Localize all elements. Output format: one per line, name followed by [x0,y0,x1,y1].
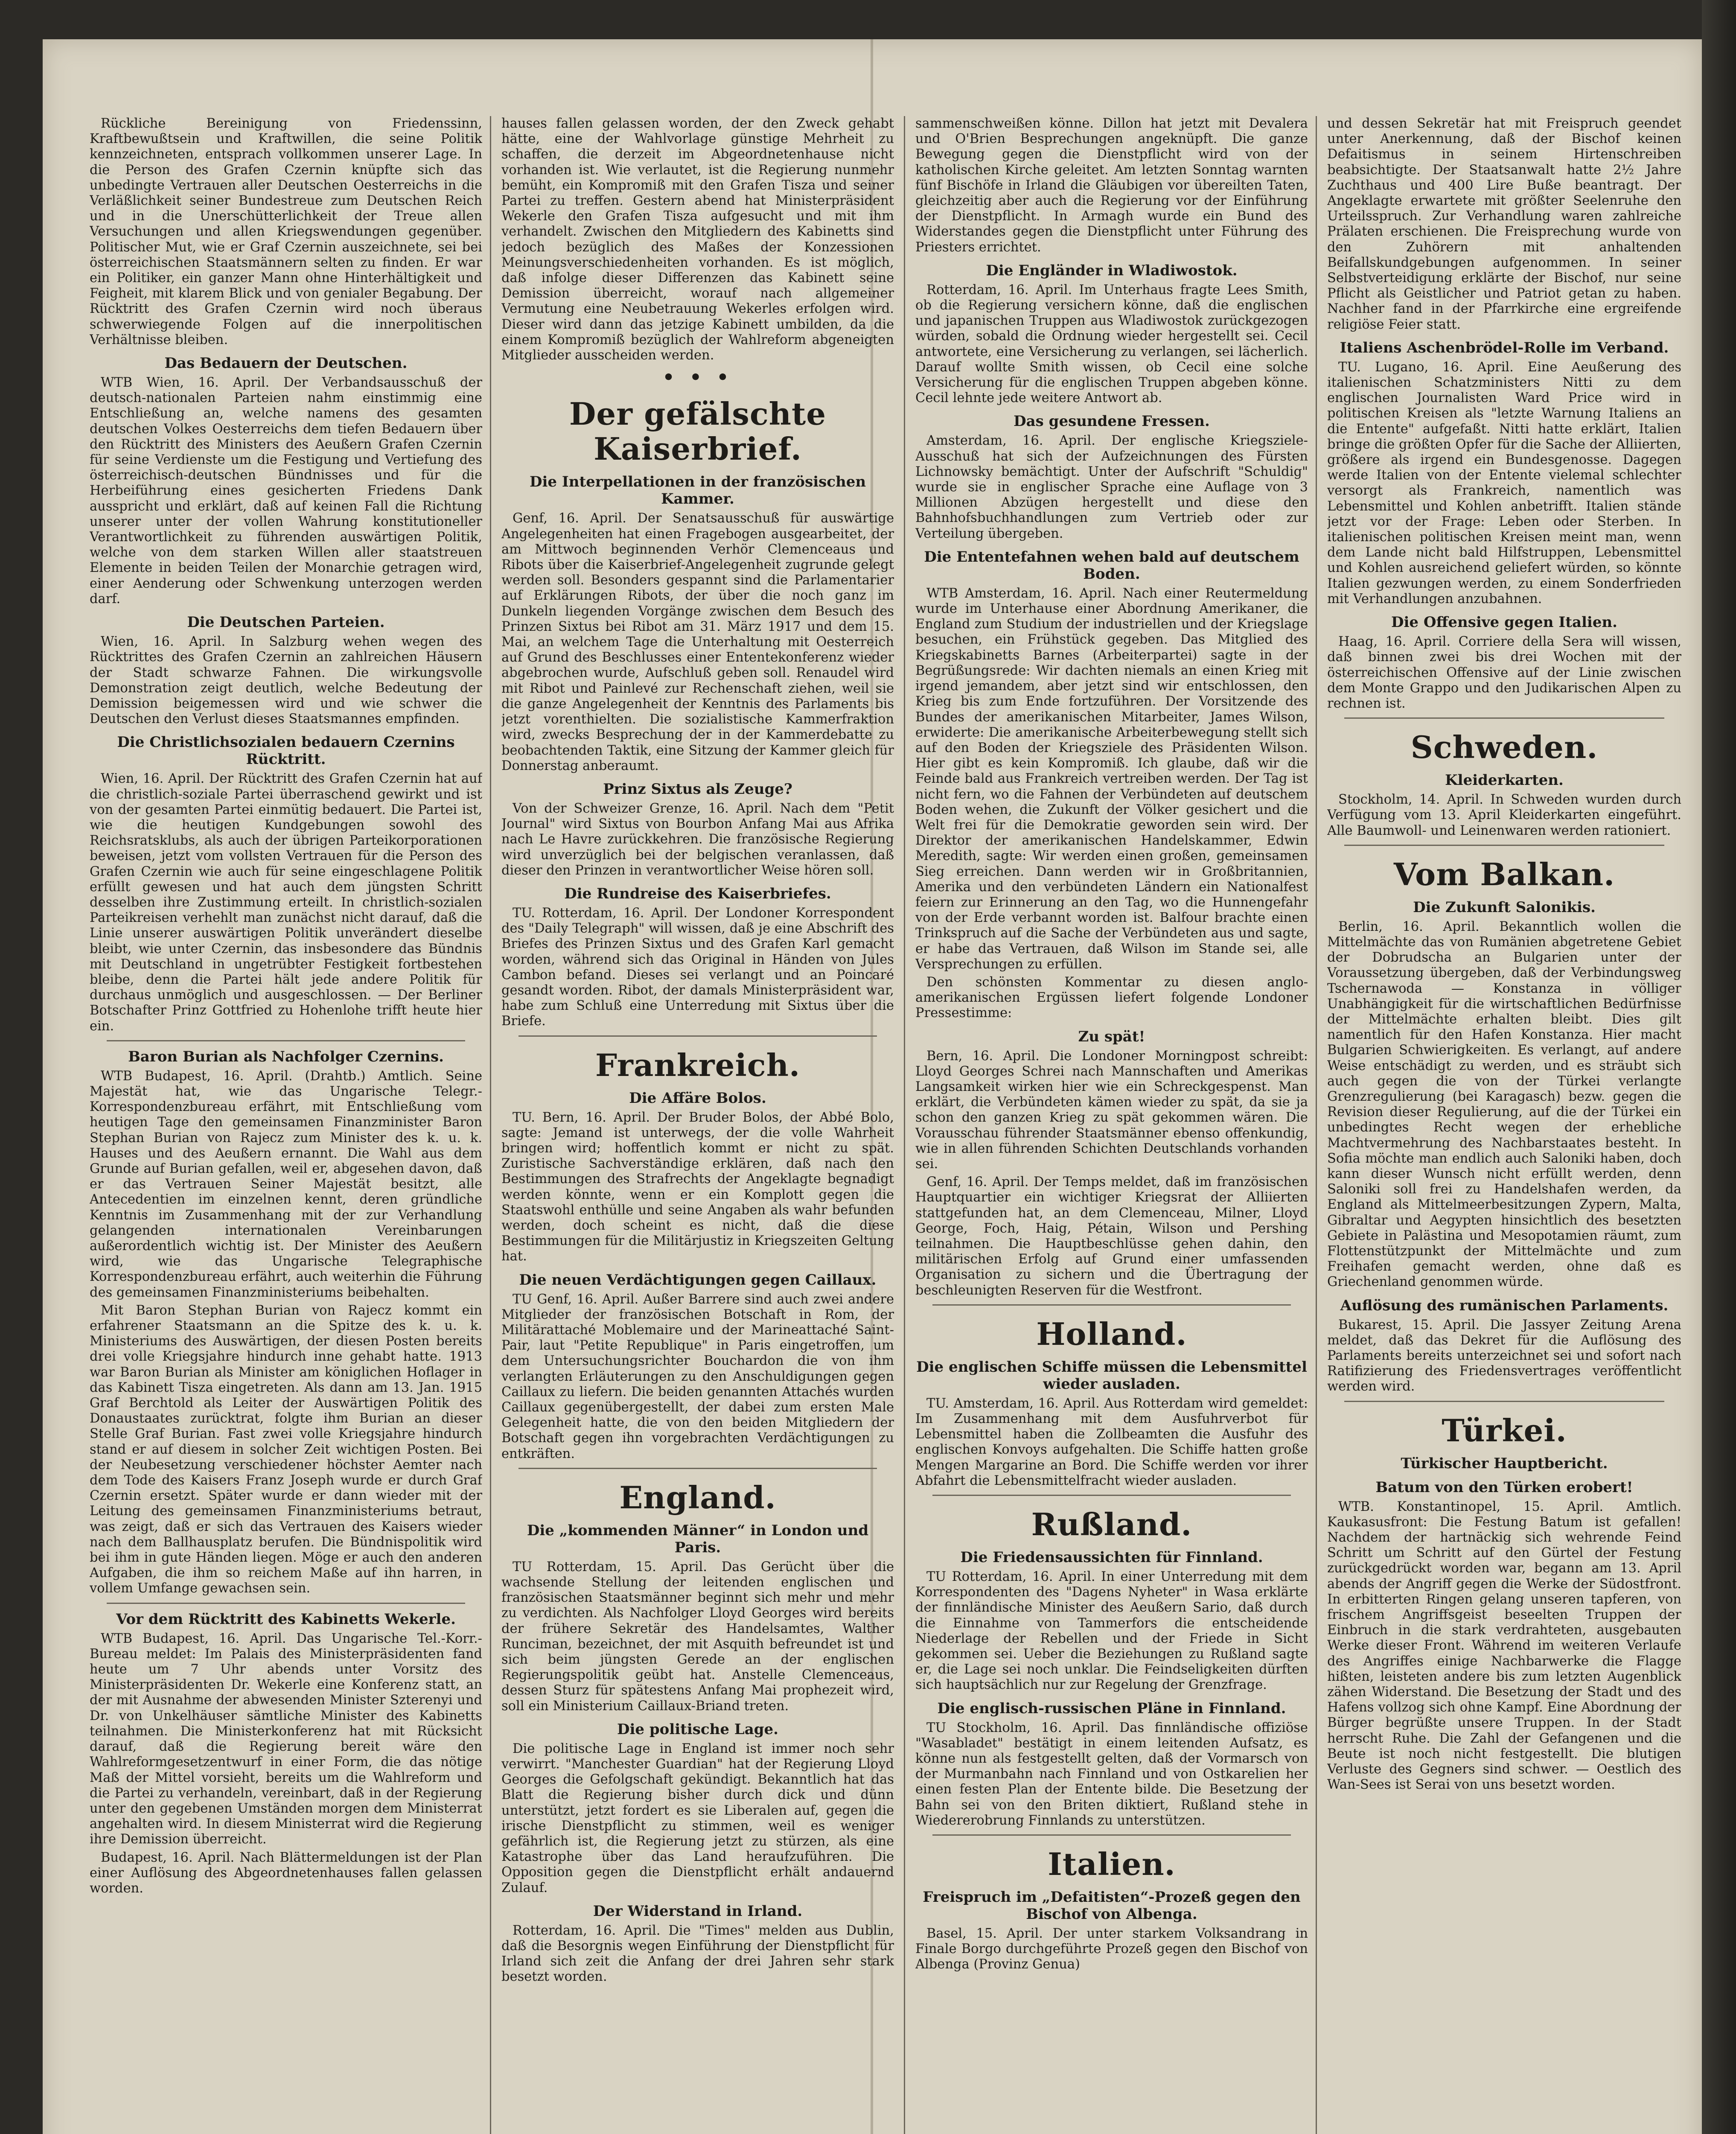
article-separator [1344,717,1664,719]
article-paragraph: TU Rotterdam, 16. April. In einer Unterredung mit dem Korrespondenten des "Dagens Nyheter" in Wasa erklärte der finnländische Minister des Aeußern Sario, daß durch die Einnahme von Tammerfors die entscheidende Niederlage der Rebellen und der Friede in Sicht gekommen sei. Ueber die Beziehungen zu Rußland sagte er, die Lage sei noch unklar. Die Feindseligkeiten dürften sich hauptsächlich nur zur Regelung der Grenzfrage. [915,1569,1308,1693]
article-separator [932,1834,1291,1836]
column-rule [490,116,491,2134]
article-paragraph: Genf, 16. April. Der Senatsausschuß für auswärtige Angelegenheiten hat einen Fragebogen ausgearbeitet, der am Mittwoch beginnenden Verhör Clemenceaus und Ribots über die Kaiserbrief-Angelegenheit zugrunde gelegt werden soll. Besonders gespannt sind die Parlamentarier auf Erklärungen Ribots, der über die noch ganz im Dunkeln liegenden Vorgänge zwischen dem Besuch des Prinzen Sixtus bei Ribot am 31. März 1917 und dem 15. Mai, an welchem Tage die Unterhaltung mit Oesterreich auf Grund des Beschlusses einer Ententekonferenz wieder abgebrochen wurde, Aufschluß geben soll. Renaudel wird mit Ribot und Painlevé zur Rechenschaft ziehen, weil sie die ganze Angelegenheit der Kenntnis des Parlaments bis jetzt vorenthielten. Die sozialistische Kammerfraktion wird, zwecks Besprechung der in der Kammerdebatte zu beobachtenden Taktik, eine Sitzung der Kammer gleich für Donnerstag anberaumt. [501,511,894,773]
article-headline: Die Christlichsozialen bedauern Czernins Rücktritt. [117,734,455,768]
section-heading: Türkei. [1442,1412,1567,1449]
article-headline: Batum von den Türken erobert! [1375,1478,1633,1496]
column-4 [1327,116,1681,2134]
article-paragraph: Wien, 16. April. Der Rücktritt des Grafen Czernin hat auf die christlich-soziale Partei überraschend gewirkt und ist von der gesamten Partei einmütig bedauert. Die Partei ist, wie die heutigen Kundgebungen sowohl des Reichsratsklubs, als auch der übrigen Parteikorporationen beweisen, jetzt vom vollsten Vertrauen für die Person des Grafen Czernin wie auch für seine eingeschlagene Politik erfüllt gewesen und hat auch dem jüngsten Schritt desselben ihre Zustimmung erteilt. In christlich-sozialen Parteikreisen verhehlt man zunächst nicht darauf, daß die Linie unserer auswärtigen Politik unverändert dieselbe bleibt, wie unter Czernin, das insbesondere das Bündnis mit Deutschland in ungetrübter Festigkeit fortbestehen bleibe, denn die Partei hält jede andere Politik für durchaus unmöglich und ausgeschlossen. — Der Berliner Botschafter Prinz Gottfried zu Hohenlohe trifft heute hier ein. [90,771,482,1034]
article-paragraph: TU. Bern, 16. April. Der Bruder Bolos, der Abbé Bolo, sagte: Jemand ist unterwegs, der die volle Wahrheit bringen wird; hoffentlich kommt er nicht zu spät. Zuristische Sachverständige erklären, daß nach den Bestimmungen des Strafrechts der Angeklagte begnadigt werden könnte, wenn er ein Komplott gegen die Staatswohl enthülle und seine Angaben als wahr befunden werden, doch scheint es nicht, daß die diese Bestimmungen für die Militärjustiz in Kriegszeiten Geltung hat. [501,1110,894,1264]
article-headline: Die „kommenden Männer“ in London und Paris. [527,1522,869,1556]
binding-edge [1702,0,1736,2134]
article-separator [932,1495,1291,1496]
article-headline: Das gesundene Fressen. [1014,413,1210,430]
article-separator [1344,845,1664,846]
section-heading: Der gefälschte Kaiserbrief. [569,396,827,467]
column-rule [904,116,905,2134]
article-paragraph: Von der Schweizer Grenze, 16. April. Nach dem "Petit Journal" wird Sixtus von Bourbon Anfang Mai aus Afrika nach Le Havre zurückkehren. Die französische Regierung wird unverzüglich bei der belgischen veranlassen, daß dieser den Prinzen in verantwortlicher Weise hören soll. [501,801,894,878]
article-headline: Die Rundreise des Kaiserbriefes. [564,885,831,902]
section-heading: Holland. [1036,1315,1187,1352]
article-paragraph: Stockholm, 14. April. In Schweden wurden durch Verfügung vom 13. April Kleiderkarten eingeführt. Alle Baumwoll- und Leinenwaren werden rationiert. [1327,792,1681,838]
article-paragraph: TU Genf, 16. April. Außer Barrere sind auch zwei andere Mitglieder der französischen Botschaft in Rom, der Militärattaché Moblemaire und der Marineattaché Saint-Pair, laut "Petite Republique" in Paris eingetroffen, um dem Untersuchungsrichter Bouchardon die von ihm verlangten Erläuterungen zu den Anschuldigungen gegen Caillaux zu liefern. Die beiden genannten Attachés wurden Caillaux gegenübergestellt, der dabei zum ersten Male Gelegenheit hatte, die von den beiden Mitgliedern der Botschaft gegen ihn vorgebrachten Verdächtigungen zu entkräften. [501,1291,894,1461]
article-paragraph: WTB Amsterdam, 16. April. Nach einer Reutermeldung wurde im Unterhause einer Abordnung Amerikaner, die England zum Studium der industriellen und der Kriegslage besuchen, ein Frühstück gegeben. Das Mitglied des Kriegskabinetts Barnes (Arbeiterpartei) sagte in der Begrüßungsrede: Wir dachten niemals an einen Krieg mit irgend jemandem, aber jetzt sind wir entschlossen, den Krieg bis zum Ende fortzuführen. Der Vorsitzende des Bundes der amerikanischen Mitarbeiter, James Wilson, erwiderte: Die amerikanische Arbeiterbewegung stellt sich auf den Boden der Kriegsziele des Präsidenten Wilson. Hier gibt es kein Kompromiß. Ich glaube, daß wir die Feinde bald aus Frankreich vertreiben werden. Der Tag ist nicht fern, wo die Fahnen der Verbündeten auf deutschem Boden wehen, die Zukunft der Völker gesichert und die Welt frei für die Demokratie geworden sein wird. Der Direktor der amerikanischen Handelskammer, Edwin Meredith, sagte: Wir werden einen großen, gemeinsamen Sieg erreichen. Dann werden wir in Großbritannien, Amerika und den verbündeten Ländern ein Nationalfest feiern zur Erinnerung an den Tag, wo die Hunnengefahr von der Erde verbannt worden ist. Balfour brachte einen Trinkspruch auf die Sache der Verbündeten aus und sagte, er habe das Vertrauen, daß Wilson im Stande sei, alle Versprechungen zu erfüllen. [915,586,1308,972]
article-paragraph: WTB. Konstantinopel, 15. April. Amtlich. Kaukasusfront: Die Festung Batum ist gefallen! Nachdem der hartnäckig sich wehrende Feind Schritt um Schritt auf den Gürtel der Festung zurückgedrückt worden war, begann am 13. April abends der Angriff gegen die Werke der Südostfront. In erbitterten Ringen gelang unseren tapferen, von frischem Angriffsgeist beseelten Truppen der Einbruch in die stark verdrahteten, ausgebauten Werke dieser Front. Während im weiteren Verlaufe des Angriffes einige Nachbarwerke die Flagge hißten, leisteten andere bis zum letzten Augenblick zähen Widerstand. Die Besetzung der Stadt und des Hafens vollzog sich ohne Kampf. Eine Abordnung der Bürger begrüßte unsere Truppen. In der Stadt herrscht Ruhe. Die Zahl der Gefangenen und die Beute ist noch nicht festgestellt. Die blutigen Verluste des Gegners sind schwer. — Oestlich des Wan-Sees ist Serai von uns besetzt worden. [1327,1499,1681,1793]
article-headline: Die englischen Schiffe müssen die Lebensmittel wieder ausladen. [916,1358,1307,1393]
article-paragraph: Amsterdam, 16. April. Der englische Kriegsziele-Ausschuß hat sich der Aufzeichnungen des Fürsten Lichnowsky bemächtigt. Unter der Aufschrift "Schuldig" wurde sie in englischer Sprache eine Auflage von 3 Millionen Abzügen hergestellt und diese den Bahnhofsbuchhandlungen zum Vertrieb oder zur Verteilung übergeben. [915,433,1308,541]
section-heading: Schweden. [1410,729,1598,766]
article-paragraph: Genf, 16. April. Der Temps meldet, daß im französischen Hauptquartier ein wichtiger Kriegsrat der Alliierten stattgefunden hat, an dem Clemenceau, Milner, Lloyd George, Foch, Haig, Pétain, Wilson und Pershing teilnahmen. Die Hauptbeschlüsse gehen dahin, den militärischen Erfolg auf Grund einer umfassenden Organisation zu sichern und die Übertragung der beschleunigten Reserven für die Westfront. [915,1175,1308,1298]
ornament-dots: • • • [662,367,733,389]
article-paragraph: Rotterdam, 16. April. Die "Times" melden aus Dublin, daß die Besorgnis wegen Einführung der Dienstpflicht für Irland sich zeit die Anfang der drei Jahren sehr stark besetzt worden. [501,1923,894,1985]
article-paragraph: Rückliche Bereinigung von Friedenssinn, Kraftbewußtsein und Kraftwillen, die seine Politik kennzeichneten, entsprach vollkommen unserer Lage. In die Person des Grafen Czernin knüpfte sich das unbedingte Vertrauen aller Deutschen Oesterreichs in die Verläßlichkeit seiner Bundestreue zum Deutschen Reich und in die Unerschütterlichkeit der Treue allen Versuchungen und allen Kriegswendungen gegenüber. Politischer Mut, wie er Graf Czernin auszeichnete, sei bei österreichischen Staatsmännern selten zu finden. Er war ein Politiker, ein ganzer Mann ohne Hinterhältigkeit und Feigheit, mit klarem Blick und von genialer Begabung. Der Rücktritt des Grafen Czernin wird noch überaus schwerwiegende Folgen auf die innerpolitischen Verhältnisse bleiben. [90,116,482,347]
article-headline: Die Zukunft Salonikis. [1413,898,1596,916]
article-separator [107,1603,465,1604]
article-paragraph: TU. Amsterdam, 16. April. Aus Rotterdam wird gemeldet: Im Zusammenhang mit dem Ausfuhrverbot für Lebensmittel haben die Zollbeamten die Ausfuhr des englischen Konvoys aufgehalten. Die Schiffe hatten große Mengen Margarine an Bord. Die Schiffe werden vor ihrer Abfahrt die Lebensmittelfracht wieder ausladen. [915,1396,1308,1488]
article-paragraph: Mit Baron Stephan Burian von Rajecz kommt ein erfahrener Staatsmann an die Spitze des k. u. k. Ministeriums des Auswärtigen, der diesen Posten bereits drei volle Kriegsjahre hindurch inne gehabt hatte. 1913 war Baron Burian als Minister am königlichen Hoflager in das Kabinett Tisza eingetreten. Als dann am 13. Jan. 1915 Graf Berchtold als Leiter der Auswärtigen Politik des Donaustaates zurücktrat, folgte ihm Burian an dieser Stelle Graf Burian. Fast zwei volle Kriegsjahre hindurch stand er auf diesem in solcher Zeit wichtigen Posten. Bei der Neubesetzung verschiedener höchster Aemter nach dem Tode des Kaisers Franz Joseph wurde er durch Graf Czernin ersetzt. Später wurde er dann wieder mit der Leitung des gemeinsamen Finanzministeriums betraut, was zeigt, daß er sich das Vertrauen des Kaisers wieder nach dem Ballhausplatz berufen. Die Bündnispolitik wird bei ihm in gute Händen liegen. Möge er auch den anderen Aufgaben, die ihm so reichem Maße auf ihn harren, in vollem Umfange gewachsen sein. [90,1303,482,1596]
newspaper-page [43,39,1702,2134]
article-paragraph: Den schönsten Kommentar zu diesen anglo-amerikanischen Ergüssen liefert folgende Londoner Pressestimme: [915,974,1308,1021]
article-separator [932,1304,1291,1306]
article-paragraph: Haag, 16. April. Corriere della Sera will wissen, daß binnen zwei bis drei Wochen mit der österreichischen Offensive auf der Linie zwischen dem Monte Grappo und den Judikarischen Alpen zu rechnen ist. [1327,634,1681,711]
article-paragraph: Die politische Lage in England ist immer noch sehr verwirrt. "Manchester Guardian" hat der Regierung Lloyd Georges die Gefolgschaft gekündigt. Bekanntlich hat das Blatt die Regierung bisher durch dick und dünn unterstützt, jetzt fordert es sie Liberalen auf, gegen die irische Dienstpflicht zu stimmen, weil es weniger gefährlich ist, die Regierung jetzt zu stürzen, als eine Katastrophe über das Land heraufzuführen. Die Opposition gegen die Dienstpflicht erhält andauernd Zulauf. [501,1741,894,1895]
article-paragraph: Rotterdam, 16. April. Im Unterhaus fragte Lees Smith, ob die Regierung versichern könne, daß die englischen und japanischen Truppen aus Wladiwostok zurückgezogen würden, sobald die Ordnung wieder hergestellt sei. Cecil antwortete, eine Versicherung zu verlangen, sei lächerlich. Darauf wollte Smith wissen, ob Cecil eine solche Versicherung für die englischen Truppen abgeben könne. Cecil lehnte jede weitere Antwort ab. [915,282,1308,406]
article-paragraph: Berlin, 16. April. Bekanntlich wollen die Mittelmächte das von Rumänien abgetretene Gebiet der Dobrudscha an Bulgarien unter der Voraussetzung übergeben, daß der Verbindungsweg Tschernawoda — Konstanza in völliger Unabhängigkeit für die wirtschaftlichen Bedürfnisse der Mittelmächte erhalten bleibt. Dies gilt namentlich für den Hafen Konstanza. Hier macht Bulgarien Schwierigkeiten. Es verlangt, auf andere Weise entschädigt zu werden, und es sträubt sich auch gegen die von der Türkei verlangte Grenzregulierung (bei Karagasch) bezw. gegen die Revision dieser Regulierung, auf die der Türkei ein unbedingtes Recht wegen der erhebliche Machtvermehrung des Nachbarstaates besteht. In Sofia möchte man endlich auch Saloniki haben, doch kann dieser Wunsch nicht erfüllt werden, denn Saloniki soll frei zu Handelshafen werden, da England als Mittelmeerbesitzungen Zypern, Malta, Gibraltar und Aegypten hinsichtlich des besetzten Gebiete in Palästina und Mesopotamien räumt, zum Flottenstützpunkt der Mittelmächte und zum Freihafen gemacht werden, ohne daß es Griechenland genommen würde. [1327,919,1681,1290]
article-paragraph: Budapest, 16. April. Nach Blättermeldungen ist der Plan einer Auflösung des Abgeordnetenhauses fallen gelassen worden. [90,1850,482,1896]
article-paragraph: sammenschweißen könne. Dillon hat jetzt mit Devalera und O'Brien Besprechungen angeknüpft. Die ganze Bewegung gegen die Dienstpflicht wird von der katholischen Kirche geleitet. Am letzten Sonntag warnten fünf Bischöfe in Irland die Gläubigen vor übereilten Taten, gleichzeitig aber auch die Regierung vor der Einführung der Dienstpflicht. In Armagh wurde ein Bund des Widerstandes gegen die Dienstpflicht unter Führung des Priesters errichtet. [915,116,1308,255]
article-paragraph: WTB Budapest, 16. April. (Drahtb.) Amtlich. Seine Majestät hat, wie das Ungarische Telegr.-Korrespondenzbureau erfährt, mit Entschließung vom heutigen Tage den gemeinsamen Finanzminister Baron Stephan Burian von Rajecz zum Minister des k. u. k. Hauses und des Aeußern ernannt. Die Wahl aus dem Grunde auf Burian gefallen, weil er, abgesehen davon, daß er das Vertrauen Seiner Majestät besitzt, alle Antecedentien im einzelnen kennt, deren gründliche Kenntnis im Zusammenhang mit der zur Verhandlung gelangenden internationalen Vereinbarungen außerordentlich wichtig ist. Der Minister des Aeußern wird, wie das Ungarische Telegraphische Korrespondenzbureau erfährt, auch weiterhin die Führung des gemeinsamen Finanzministeriums beibehalten. [90,1068,482,1300]
section-heading: Italien. [1048,1846,1176,1883]
article-headline: Die englisch-russischen Pläne in Finnland. [937,1700,1286,1717]
article-paragraph: TU Rotterdam, 15. April. Das Gerücht über die wachsende Stellung der leitenden englischen und französischen Staatsmänner beginnt sich mehr und mehr zu verdichten. Als Nachfolger Lloyd Georges wird bereits der frühere Sekretär des Handelsamtes, Walther Runciman, bezeichnet, der mit Asquith befreundet ist und sich beim jüngsten Gerede an der englischen Regierungspolitik geübt hat. Anstelle Clemenceaus, dessen Sturz für spätestens Anfang Mai prophezeit wird, soll ein Ministerium Caillaux-Briand treten. [501,1559,894,1714]
article-separator [518,1035,877,1037]
article-paragraph: WTB Wien, 16. April. Der Verbandsausschuß der deutsch-nationalen Parteien nahm einstimmig eine Entschließung an, welche namens des gesamten deutschen Volkes Oesterreichs dem tiefen Bedauern über den Rücktritt des Ministers des Aeußern Grafen Czernin für seine Verdienste um die Festigung und Vertiefung des österreichisch-deutschen Bündnisses und für die Herbeiführung eines gesicherten Friedens Dank ausspricht und erklärt, daß auf keinen Fall die Richtung unserer unter der vollen Wahrung konstitutioneller Verantwortlichkeit zu führenden auswärtigen Politik, welche von dem starken Willen aller staatstreuen Elemente in beiden Teilen der Monarchie getragen wird, einer Aenderung oder Schwenkung unterzogen werden darf. [90,375,482,606]
column-1 [90,116,482,2134]
article-headline: Prinz Sixtus als Zeuge? [603,780,792,798]
article-headline: Die Offensive gegen Italien. [1391,614,1618,631]
article-paragraph: Basel, 15. April. Der unter starkem Volksandrang in Finale Borgo durchgeführte Prozeß gegen den Bischof von Albenga (Provinz Genua) [915,1926,1308,1972]
article-separator [1344,1401,1664,1402]
article-paragraph: TU Stockholm, 16. April. Das finnländische offiziöse "Wasabladet" bestätigt in einem leitenden Aufsatz, es könne nun als festgestellt gelten, daß der Vormarsch von der Murmanbahn nach Finnland und von Ostkarelien her einen festen Plan der Entente bilde. Die Besetzung der Bahn sei von den Briten diktiert, Rußland stehe in Wiedererobrung Finnlands zu unterstützen. [915,1720,1308,1828]
article-paragraph: hauses fallen gelassen worden, der den Zweck gehabt hätte, eine der Wahlvorlage günstige Mehrheit zu schaffen, die derzeit im Abgeordnetenhause nicht vorhanden ist. Wie verlautet, ist die Regierung nunmehr bemüht, ein Kompromiß mit den Grafen Tisza und seiner Partei zu treffen. Gestern abend hat Ministerpräsident Wekerle den Grafen Tisza aufgesucht und mit ihm verhandelt. Zwischen den Mitgliedern des Kabinetts sind jedoch bezüglich des Maßes der Konzessionen Meinungsverschiedenheiten vorhanden. Es ist möglich, daß infolge dieser Differenzen das Kabinett seine Demission überreicht, worauf nach allgemeiner Vermutung eine Neubetrauung Wekerles erfolgen wird. Dieser wird dann das jetzige Kabinett umbilden, da die einem Kompromiß bezüglich der Wahlreform abgeneigten Mitglieder ausscheiden werden. [501,116,894,363]
column-rule [1316,116,1317,2134]
article-headline: Die Deutschen Parteien. [187,614,385,631]
article-headline: Baron Burian als Nachfolger Czernins. [128,1048,444,1065]
column-2 [501,116,894,2134]
article-headline: Türkischer Hauptbericht. [1401,1455,1608,1472]
article-paragraph: TU. Rotterdam, 16. April. Der Londoner Korrespondent des "Daily Telegraph" will wissen, daß je eine Abschrift des Briefes des Prinzen Sixtus und des Grafen Karl gemacht worden, während sich das Original in Händen von Jules Cambon befand. Dieses sei verlangt und an Poincaré gesandt worden. Ribot, der damals Ministerpräsident war, habe zum Schluß eine Unterredung mit Sixtus über die Briefe. [501,905,894,1029]
article-separator [107,1040,465,1041]
article-headline: Vor dem Rücktritt des Kabinetts Wekerle. [116,1610,456,1628]
article-headline: Die Engländer in Wladiwostok. [986,262,1238,279]
article-headline: Die neuen Verdächtigungen gegen Caillaux. [519,1271,877,1289]
article-headline: Die Friedensaussichten für Finnland. [960,1549,1263,1566]
section-heading: England. [619,1479,776,1516]
article-paragraph: Bukarest, 15. April. Die Jassyer Zeitung Arena meldet, daß das Dekret für die Auflösung des Parlaments bereits unterzeichnet sei und sofort nach Ratifizierung des Friedensvertrages veröffentlicht werden wird. [1327,1317,1681,1394]
article-headline: Auflösung des rumänischen Parlaments. [1340,1297,1669,1314]
article-paragraph: und dessen Sekretär hat mit Freispruch geendet unter Anerkennung, daß der Bischof keinen Defaitismus in seinem Hirtenschreiben beabsichtigte. Der Staatsanwalt hatte 2½ Jahre Zuchthaus und 400 Lire Buße beantragt. Der Angeklagte erwartete mit größter Seelenruhe den Urteilsspruch. Zur Verhandlung waren zahlreiche Prälaten erschienen. Die Freisprechung wurde von den Zuhörern mit anhaltenden Beifallskundgebungen aufgenommen. In seiner Selbstverteidigung erklärte der Bischof, nur seine Pflicht als Geistlicher und Patriot getan zu haben. Nachher fand in der Pfarrkirche eine ergreifende religiöse Feier statt. [1327,116,1681,332]
article-headline: Die politische Lage. [617,1720,778,1738]
article-paragraph: Bern, 16. April. Die Londoner Morningpost schreibt: Lloyd Georges Schrei nach Mannschaften und Amerikas Langsamkeit wirken hier wie ein Schreckgespenst. Man erklärt, die Verbündeten kämen wieder zu spät, da sie ja schon den ganzen Krieg zu spät gekommen wären. Die Vorausschau führender Staatsmänner ebenso offenkundig, wie in allen führenden Schichten Deutschlands vorhanden sei. [915,1048,1308,1172]
article-paragraph: Wien, 16. April. In Salzburg wehen wegen des Rücktrittes des Grafen Czernin an zahlreichen Häusern der Stadt schwarze Fahnen. Die wirkungsvolle Demonstration zeigt deutlich, welche Bedeutung der Demission beigemessen wird und wie schwer die Deutschen den Verlust dieses Staatsmannes empfinden. [90,634,482,727]
section-heading: Rußland. [1031,1506,1192,1543]
article-separator [518,1468,877,1469]
article-headline: Freispruch im „Defaitisten“-Prozeß gegen den Bischof von Albenga. [923,1889,1301,1923]
article-headline: Das Bedauern der Deutschen. [164,355,408,372]
article-headline: Italiens Aschenbrödel-Rolle im Verband. [1340,339,1669,356]
article-headline: Die Interpellationen in der französischen Kammer. [529,473,866,508]
article-headline: Die Ententefahnen wehen bald auf deutschem Boden. [924,548,1299,583]
section-heading: Vom Balkan. [1393,856,1615,892]
article-headline: Der Widerstand in Irland. [593,1902,803,1920]
article-paragraph: WTB Budapest, 16. April. Das Ungarische Tel.-Korr.-Bureau meldet: Im Palais des Ministerpräsidenten fand heute um 7 Uhr abends unter Vorsitz des Ministerpräsidenten Dr. Wekerle eine Konferenz statt, an der mit Ausnahme der abwesenden Minister Szterenyi und Dr. von Unkelhäuser sämtliche Minister des Kabinetts teilnahmen. Die Ministerkonferenz hat mit Rücksicht darauf, daß die Regierung bereit wäre den Wahlreformgesetzentwurf in einer Form, die das nötige Maß der Mittel vorsieht, bereits um die Wahlreform und die Partei zu verhandeln, vereinbart, daß in der Regierung unter den gegebenen Umständen morgen dem Ministerrat angehalten wird. In diesem Ministerrat wird die Regierung ihre Demission überreicht. [90,1631,482,1847]
article-headline: Die Affäre Bolos. [629,1089,766,1107]
article-headline: Zu spät! [1078,1028,1145,1045]
section-heading: Frankreich. [595,1047,801,1083]
article-headline: Kleiderkarten. [1445,772,1564,789]
article-paragraph: TU. Lugano, 16. April. Eine Aeußerung des italienischen Schatzministers Nitti zu dem englischen Journalisten Ward Price wird in politischen Kreisen als "letzte Warnung Italiens an die Entente" aufgefaßt. Nitti hatte erklärt, Italien bringe die größten Opfer für die Sache der Alliierten, größere als irgend ein Bundesgenosse. Dagegen werde Italien von der Entente vielemal schlechter versorgt als Frankreich, namentlich was Lebensmittel und Kohlen anbetrifft. Italien stände jetzt vor der Frage: Leben oder Sterben. In italienischen politischen Kreisen meint man, wenn dem Lande nicht bald Hilfstruppen, Lebensmittel und Kohlen ausreichend geliefert würden, so könnte Italien gezwungen werden, zu einem Sonderfrieden mit Verhandlungen anzubahnen. [1327,359,1681,606]
column-3 [915,116,1308,2134]
